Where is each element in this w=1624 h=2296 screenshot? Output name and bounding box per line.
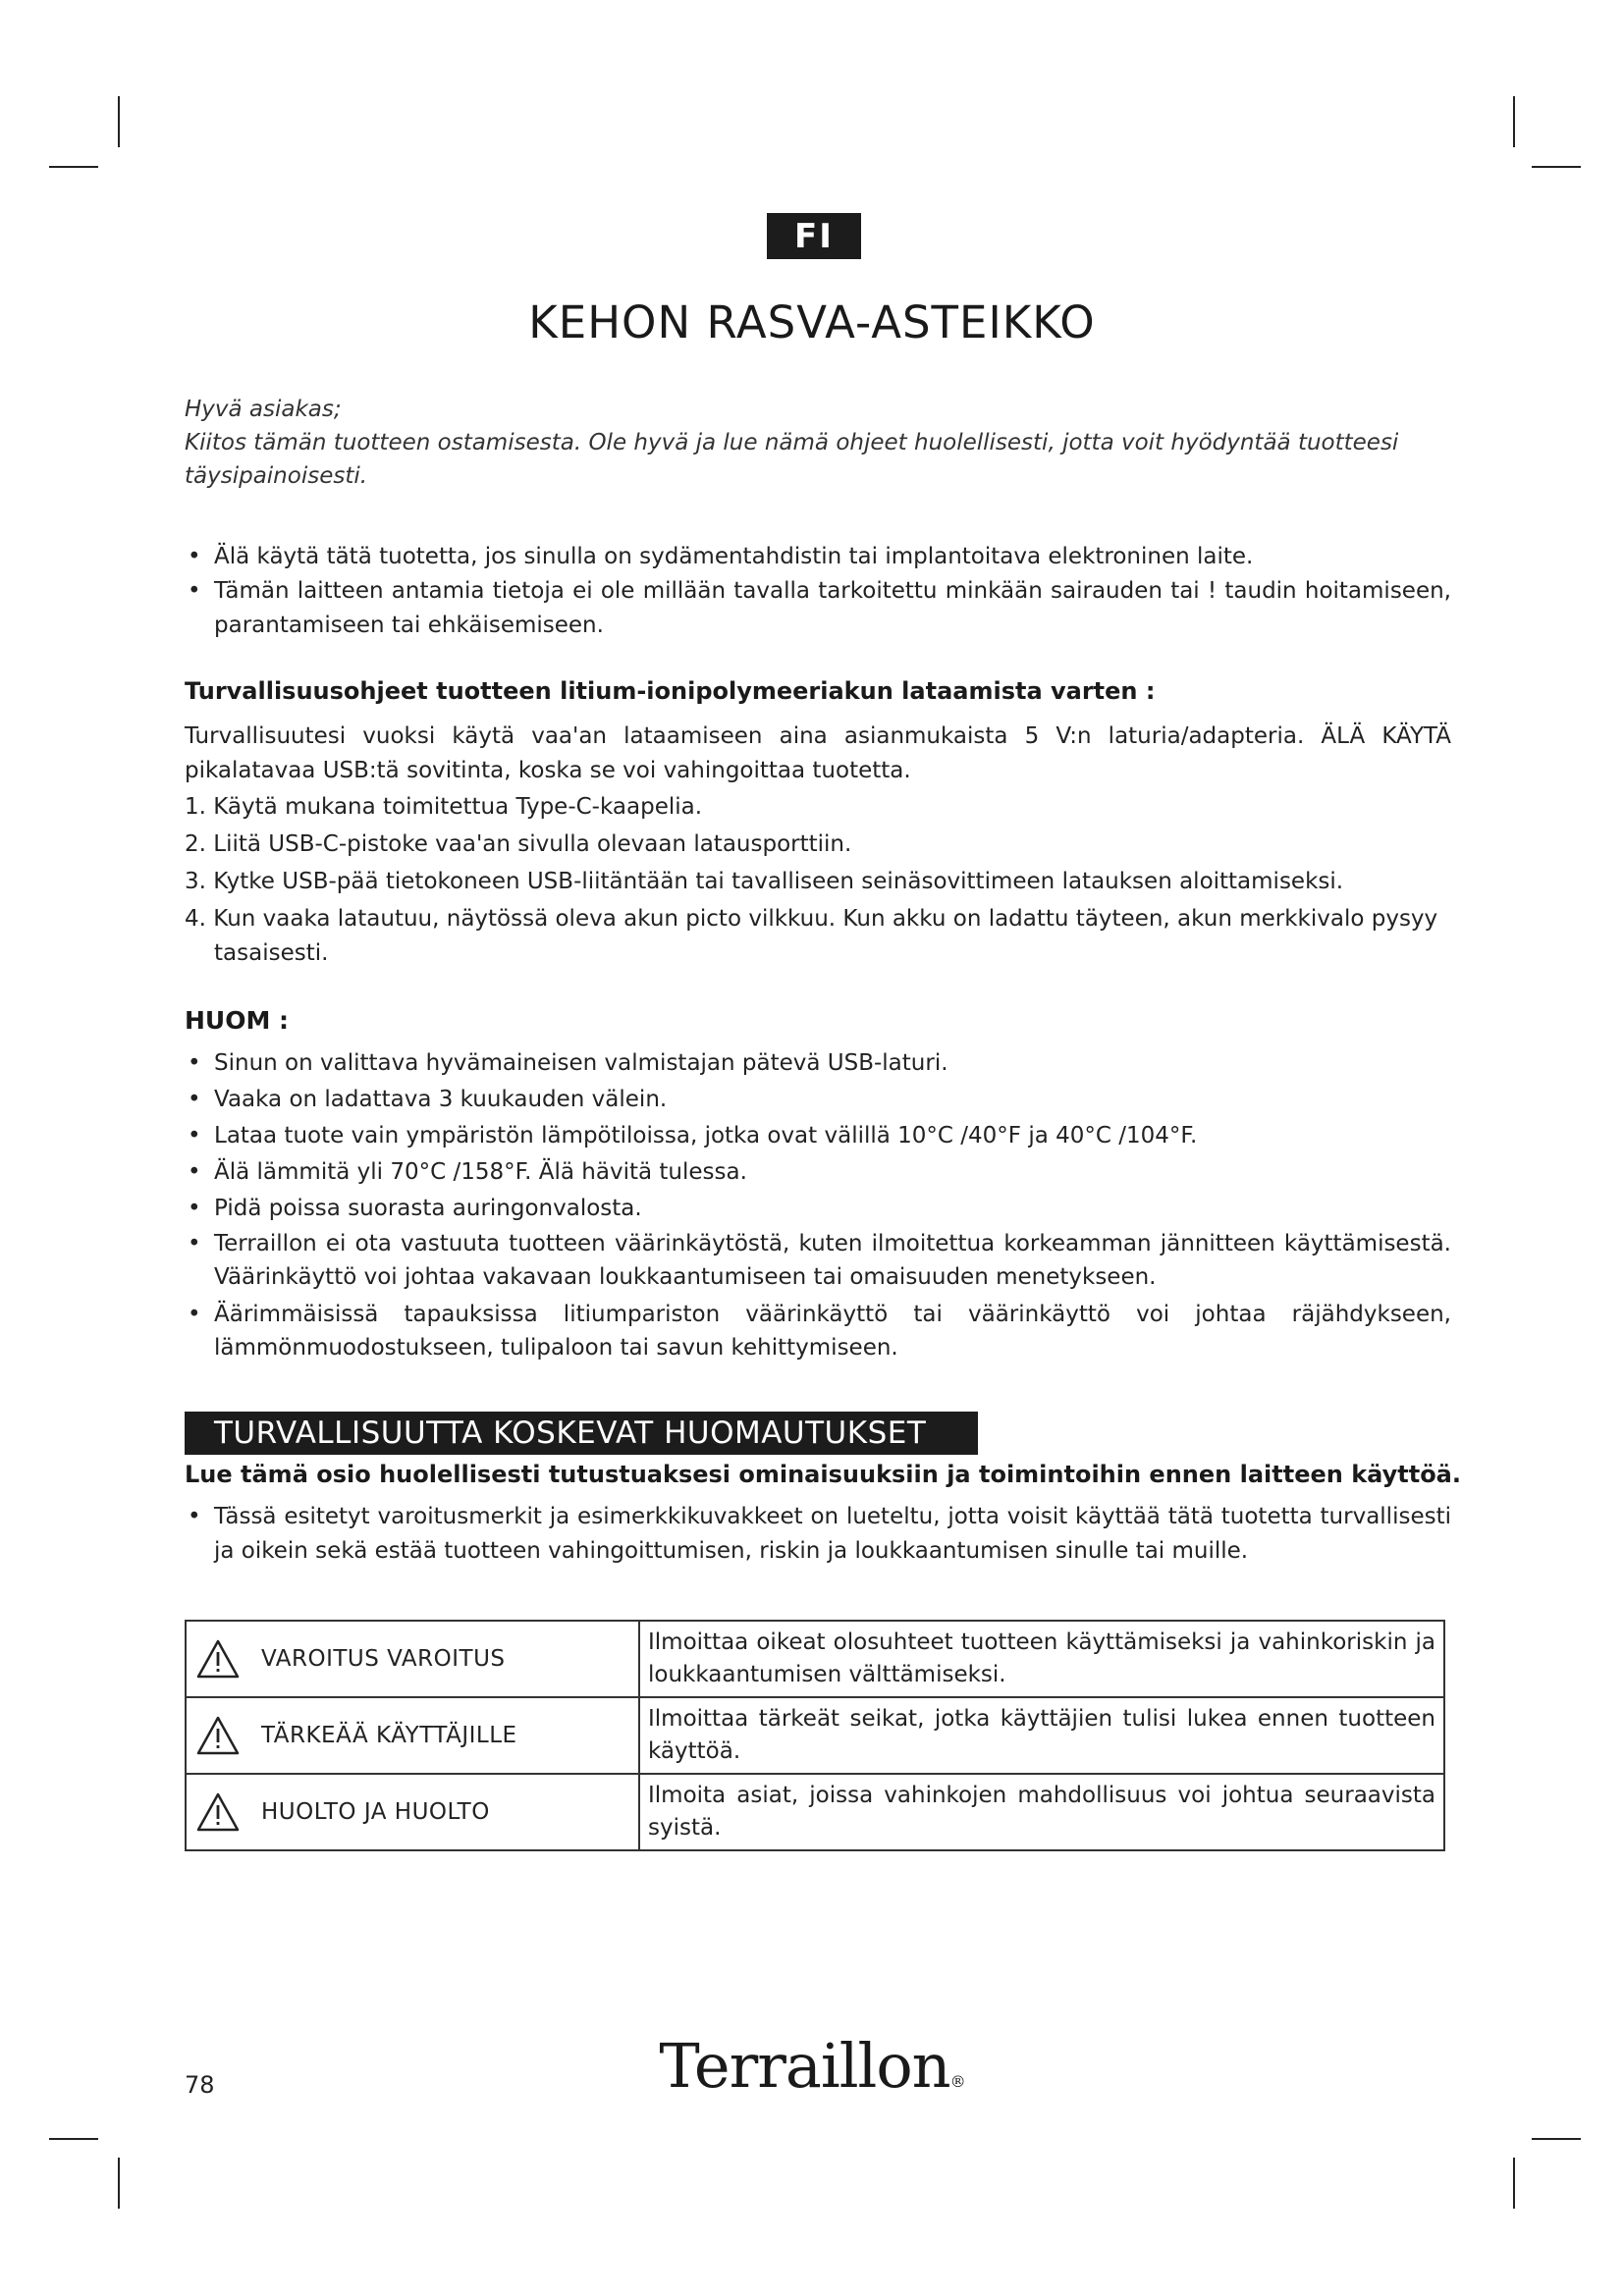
list-item: • Tässä esitetyt varoitusmerkit ja esimerkkikuvakkeet on lueteltu, jotta voisit käyttää tätä tuotetta turvallisesti ja oikein sekä estää tuotteen vahingoittumisen, riskin ja loukkaantumisen sinulle tai muille. xyxy=(185,1500,1451,1569)
note-heading: HUOM : xyxy=(185,1006,290,1035)
table-row xyxy=(186,1774,1444,1850)
list-item: • Älä lämmitä yli 70°C /158°F. Älä hävitä tulessa. xyxy=(185,1154,1451,1191)
crop-mark xyxy=(118,96,120,147)
warning-table xyxy=(185,1620,1445,1851)
page-number: 78 xyxy=(185,2071,215,2099)
table-cell-label xyxy=(186,1697,639,1774)
intro xyxy=(185,393,1451,493)
list-item: • Sinun on valittava hyvämaineisen valmistajan pätevä USB-laturi. xyxy=(185,1045,1451,1082)
list-item: 1. Käytä mukana toimitettua Type-C-kaapelia. xyxy=(185,794,703,820)
list-item: • Älä käytä tätä tuotetta, jos sinulla on sydämentahdistin tai implantoitava elektroninen laite. xyxy=(185,540,1451,574)
list-item: • Pidä poissa suorasta auringonvalosta. xyxy=(185,1191,1451,1227)
charging-steps xyxy=(185,790,1461,971)
safety-subheading: Lue tämä osio huolellisesti tutustuaksesi ominaisuuksiin ja toimintoihin ennen laitteen käyttöä. xyxy=(185,1461,1461,1488)
list-item: 4. Kun vaaka latautuu, näytössä oleva akun picto vilkkuu. Kun akku on ladattu täyteen, akun merkkivalo pysyy tasaisesti. xyxy=(185,906,1438,966)
list-item: • Lataa tuote vain ympäristön lämpötiloissa, jotka ovat välillä 10°C /40°F ja 40°C /104°F. xyxy=(185,1118,1451,1154)
list-item: 2. Liitä USB-C-pistoke vaa'an sivulla olevaan latausporttiin. xyxy=(185,831,852,857)
thanks-text: Kiitos tämän tuotteen ostamisesta. Ole hyvä ja lue nämä ohjeet huolellisesti, jotta voit hyödyntää tuotteesi täysipainoisesti. xyxy=(185,430,1399,489)
table-cell-label xyxy=(186,1621,639,1697)
crop-mark xyxy=(118,2158,120,2209)
note-list xyxy=(185,1045,1451,1364)
row-description: Ilmoita asiat, joissa vahinkojen mahdollisuus voi johtua seuraavista syistä. xyxy=(639,1774,1444,1850)
list-item: • Tämän laitteen antamia tietoja ei ole millään tavalla tarkoitettu minkään sairauden tai ! taudin hoitamiseen, parantamiseen tai ehkäisemiseen. xyxy=(185,574,1451,643)
crop-mark xyxy=(49,166,98,168)
list-item: • Vaaka on ladattava 3 kuukauden välein. xyxy=(185,1082,1451,1118)
safety-list xyxy=(185,1500,1451,1569)
greeting: Hyvä asiakas; xyxy=(185,397,342,422)
terraillon-logo xyxy=(0,2030,1624,2102)
language-badge: FI xyxy=(767,213,861,259)
row-label: VAROITUS VAROITUS xyxy=(261,1646,506,1672)
list-item: 3. Kytke USB-pää tietokoneen USB-liitäntään tai tavalliseen seinäsovittimeen latauksen aloittamiseksi. xyxy=(185,869,1344,894)
warning-triangle-icon xyxy=(196,1792,240,1832)
table-cell-label xyxy=(186,1774,639,1850)
warning-triangle-icon xyxy=(196,1639,240,1679)
list-item: • Terraillon ei ota vastuuta tuotteen väärinkäytöstä, kuten ilmoitettua korkeamman jännitteen käyttämisestä. Väärinkäyttö voi johtaa vakavaan loukkaantumiseen tai omaisuuden menetykseen. xyxy=(185,1227,1451,1294)
crop-mark xyxy=(1513,96,1515,147)
charging-paragraph: Turvallisuutesi vuoksi käytä vaa'an lataamiseen aina asianmukaista 5 V:n laturia/adapteria. ÄLÄ KÄYTÄ pikalatavaa USB:tä sovitinta, koska se voi vahingoittaa tuotetta. xyxy=(185,723,1451,783)
logo-text: Terraillon xyxy=(659,2030,950,2102)
crop-mark xyxy=(1513,2158,1515,2209)
list-item: • Äärimmäisissä tapauksissa litiumpariston väärinkäyttö tai väärinkäyttö voi johtaa räjähdykseen, lämmönmuodostukseen, tulipaloon tai savun kehittymiseen. xyxy=(185,1298,1451,1364)
safety-section-title: TURVALLISUUTTA KOSKEVAT HUOMAUTUKSET xyxy=(185,1412,978,1455)
warnings-list xyxy=(185,540,1451,643)
row-description: Ilmoittaa tärkeät seikat, jotka käyttäjien tulisi lukea ennen tuotteen käyttöä. xyxy=(639,1697,1444,1774)
page-title: KEHON RASVA-ASTEIKKO xyxy=(528,296,1096,348)
table-row xyxy=(186,1697,1444,1774)
row-label: TÄRKEÄÄ KÄYTTÄJILLE xyxy=(261,1723,517,1748)
registered-mark: ® xyxy=(949,2072,965,2091)
crop-mark xyxy=(49,2138,98,2140)
warning-triangle-icon xyxy=(196,1716,240,1755)
crop-mark xyxy=(1532,166,1581,168)
table-row xyxy=(186,1621,1444,1697)
crop-mark xyxy=(1532,2138,1581,2140)
row-label: HUOLTO JA HUOLTO xyxy=(261,1799,490,1825)
row-description: Ilmoittaa oikeat olosuhteet tuotteen käyttämiseksi ja vahinkoriskin ja loukkaantumisen välttämiseksi. xyxy=(639,1621,1444,1697)
charging-heading: Turvallisuusohjeet tuotteen litium-ionipolymeeriakun lataamista varten : xyxy=(185,677,1156,705)
